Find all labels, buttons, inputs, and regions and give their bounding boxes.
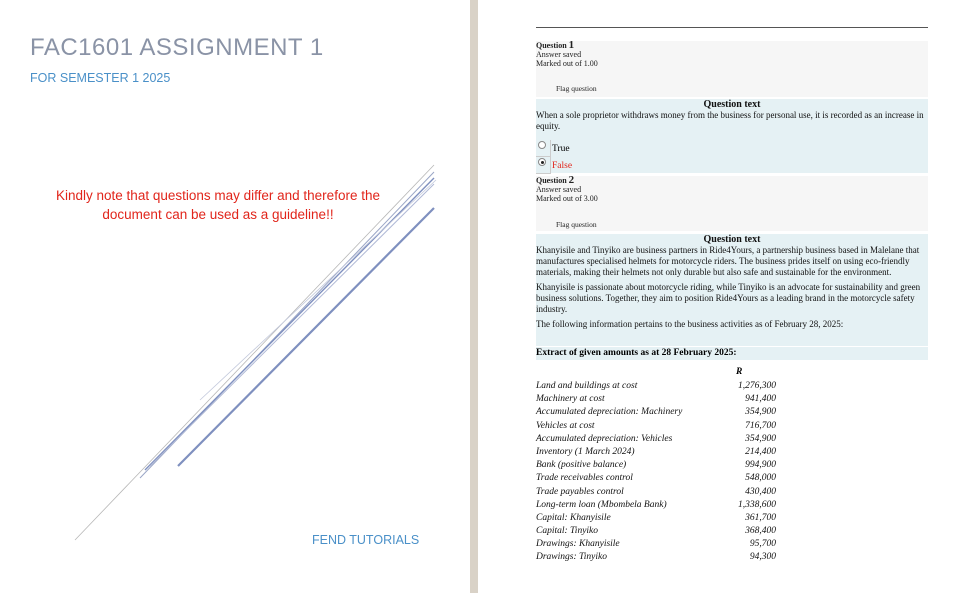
table-row [536,433,776,446]
table-row [536,380,776,393]
row-label: Inventory (1 March 2024) [536,446,635,457]
question-1-answer-area [536,137,928,173]
row-value: 361,700 [745,512,776,523]
question-1-number [536,41,928,50]
row-label: Long-term loan (Mbombela Bank) [536,499,667,510]
cover-note: Kindly note that questions may differ and therefore the document can be used as a guideline!! [56,188,380,222]
row-label: Capital: Khanyisile [536,512,611,523]
question-1-paragraph: When a sole proprietor withdraws money from the business for personal use, it is recorded as an increase in equity. [536,110,924,131]
extract-heading: Extract of given amounts as at 28 February 2025: [536,347,928,360]
table-row [536,420,776,433]
question-1-flag-link[interactable]: Flag question [556,84,597,93]
row-value: 430,400 [745,486,776,497]
row-label: Drawings: Khanyisile [536,539,620,550]
table-row [536,551,776,564]
option-false-label: False [552,161,573,171]
row-value: 214,400 [745,446,776,457]
row-label: Drawings: Tinyiko [536,552,607,563]
row-value: 354,900 [745,407,776,418]
row-value: 354,900 [745,433,776,444]
cover-footer: FEND TUTORIALS [312,533,420,547]
question-number: 1 [568,39,575,51]
currency-header: R [736,367,743,377]
cover-subtitle: FOR SEMESTER 1 2025 [30,71,171,85]
option-true-radio[interactable] [538,141,546,149]
question-label: Question [536,41,567,50]
top-divider [536,27,928,28]
table-row [536,486,776,499]
question-2-text [536,234,928,346]
row-value: 94,300 [749,552,776,563]
row-label: Capital: Tinyiko [536,526,599,537]
question-text-heading: Question text [703,234,761,245]
row-label: Trade payables control [536,486,624,497]
question-2-number [536,176,928,185]
row-value: 1,338,600 [738,499,776,510]
table-row [536,472,776,485]
question-2-flag-link[interactable]: Flag question [556,220,597,229]
row-value: 716,700 [745,420,776,431]
table-row [536,525,776,538]
question-1-info [536,41,928,97]
row-value: 368,400 [745,526,776,537]
table-row [536,446,776,459]
question-text-heading: Question text [703,99,761,110]
question-2-marks: Marked out of 3.00 [536,194,598,203]
question-1-marks: Marked out of 1.00 [536,59,598,68]
question-label: Question [536,176,567,185]
decorative-diagonal-lines [0,0,470,593]
row-value: 1,276,300 [738,381,776,391]
quiz-page [478,0,956,593]
cover-page [0,0,470,593]
table-row [536,538,776,551]
table-row [536,459,776,472]
question-2-paragraph-3: The following information pertains to the business activities as of February 28, 2025: [536,319,844,329]
row-value: 95,700 [749,539,776,550]
question-2-info [536,176,928,231]
question-1-status: Answer saved [536,50,582,59]
question-number: 2 [568,174,575,186]
question-2-paragraph-1: Khanyisile and Tinyiko are business partners in Ride4Yours, a partnership business based in Malelane that manufactures specialised helmets for motorcycle riders. The business prides itself on using eco-friendly materials, making their helmets not only durable but also safe and sustainable for the environment. [536,245,920,277]
cover-title: FAC1601 ASSIGNMENT 1 [30,34,324,61]
row-label: Bank (positive balance) [536,460,627,471]
table-row [536,406,776,419]
row-value: 941,400 [745,394,776,405]
row-label: Accumulated depreciation: Machinery [536,407,683,418]
table-row [536,499,776,512]
row-label: Accumulated depreciation: Vehicles [536,433,673,444]
question-2-status: Answer saved [536,185,582,194]
question-1-text [536,99,928,137]
question-2-paragraph-2: Khanyisile is passionate about motorcycle riding, while Tinyiko is an advocate for sustainability and green business solutions. Together, they aim to position Ride4Yours as a leading brand in the motorcycle safety industry. [536,282,921,314]
row-label: Vehicles at cost [536,420,595,431]
row-value: 994,900 [745,460,776,471]
row-value: 548,000 [745,473,776,484]
table-row [536,393,776,406]
option-true-label: True [552,144,570,154]
row-label: Trade receivables control [536,473,633,484]
amounts-table [536,380,776,565]
option-false-radio-selected[interactable] [538,158,546,166]
row-label: Machinery at cost [536,394,605,405]
row-label: Land and buildings at cost [536,381,638,391]
table-row [536,512,776,525]
